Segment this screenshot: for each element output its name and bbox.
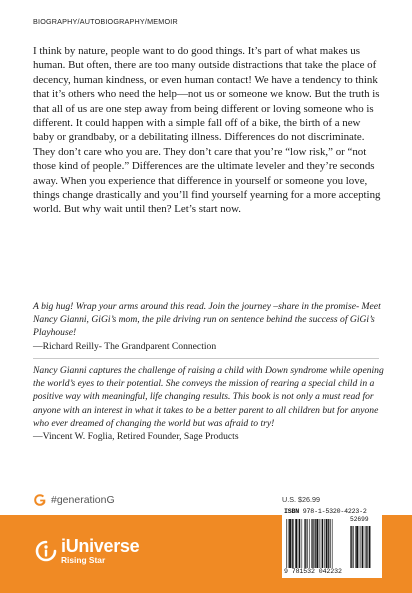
barcode-supplement-bar [362, 526, 363, 568]
barcode-bar [330, 519, 331, 568]
price-label: U.S. $26.99 [282, 495, 320, 504]
barcode-supplement-bar [353, 526, 354, 568]
publisher-name: iUniverse [61, 536, 140, 556]
barcode-bar [309, 519, 310, 568]
barcode-bar [292, 519, 293, 568]
hashtag-text: #generationG [51, 494, 115, 506]
barcode-bar [313, 519, 314, 568]
review-1 [33, 300, 385, 353]
barcode-bar [324, 519, 325, 568]
review-2-quote: Nancy Gianni captures the challenge of raising a child with Down syndrome while opening the world’s eyes to their potential. She conveys the mission of rearing a special child in a positive way with meaningful, life changing results. This book is not only a must read for anyone with an interest in what it takes to be a better parent to all children but for anyone who ever dreamed of changing the world but was afraid to try! [33, 365, 384, 429]
barcode-bar [302, 519, 303, 568]
barcode-bar [295, 519, 297, 568]
review-2-attribution: —Vincent W. Foglia, Retired Founder, Sage Products [33, 431, 239, 443]
barcode-supplement-bar [361, 526, 362, 568]
barcode-bar [304, 519, 305, 568]
barcode-bar [288, 519, 289, 568]
barcode-supplement-bar [355, 526, 356, 568]
barcode-bars [286, 519, 378, 568]
iuniverse-logo-icon [35, 540, 57, 562]
barcode-bar [299, 519, 300, 568]
review-2 [33, 364, 385, 443]
generation-g-tag [33, 493, 115, 507]
barcode-supplement-bar [366, 526, 367, 568]
barcode-bar [307, 519, 308, 568]
barcode-supplement-bar [359, 526, 360, 568]
blurb-text: I think by nature, people want to do good things. It’s part of what makes us human. But often, there are too many outside distractions that take the place of decency, human kindness, or even human contact! We have a tendency to think that it’s others who need the help—not us or someone we know. But the truth is that all of us are one step away from being different or loving someone who is different. It could happen with a simple fall off of a bike, the birth of a new baby or grandbaby, or a debilitating illness. Differences do not discriminate. They don’t care who you are. They don’t care that you’re “low risk,” or “not those kind of people.” Differences are the ultimate leveler and they’re seconds away. When you experience that difference in yourself or someone you love, things change drastically and you’ll find yourself yearning for a more accepting world. But why wait until then? Let’s start now. [33, 45, 381, 216]
barcode-bar [321, 519, 322, 568]
ean-digits: 9 781532 042232 [284, 568, 342, 575]
barcode-supplement-bar [367, 526, 368, 568]
barcode-supplement-bar [350, 526, 351, 568]
publisher-imprint: Rising Star [61, 555, 106, 565]
barcode-bar [328, 519, 329, 568]
barcode-bar [298, 519, 299, 568]
publisher-logo [35, 537, 139, 564]
barcode-bar [326, 519, 328, 568]
barcode-supplement-bar [364, 526, 365, 568]
barcode-bar [316, 519, 318, 568]
barcode-supplement-bar [369, 526, 371, 568]
barcode-bar [311, 519, 312, 568]
barcode-bar [293, 519, 294, 568]
isbn-barcode [282, 506, 382, 578]
barcode-supplement-bar [356, 526, 358, 568]
barcode-bar [319, 519, 320, 568]
isbn-line [284, 508, 380, 515]
barcode-bar [332, 519, 333, 568]
review-divider [33, 358, 379, 359]
barcode-bar [305, 519, 306, 568]
barcode-supplement-bar [351, 526, 352, 568]
barcode-bar [322, 519, 323, 568]
barcode-supplement: 52699 [350, 516, 369, 523]
barcode-bar [286, 519, 287, 568]
category-label: BIOGRAPHY/AUTOBIOGRAPHY/MEMOIR [33, 17, 178, 26]
barcode-bar [315, 519, 316, 568]
review-1-quote: A big hug! Wrap your arms around this read. Join the journey –share in the promise- Meet Nancy Gianni, GiGi’s mom, the pile driving run on sentence behind the success of GiGi’s Playhouse! [33, 301, 381, 339]
generation-g-icon [33, 493, 47, 507]
isbn-number: 978-1-5320-4223-2 [302, 508, 367, 515]
review-1-attribution: —Richard Reilly- The Grandparent Connection [33, 340, 217, 352]
isbn-label: ISBN [284, 508, 300, 515]
barcode-bar [289, 519, 291, 568]
